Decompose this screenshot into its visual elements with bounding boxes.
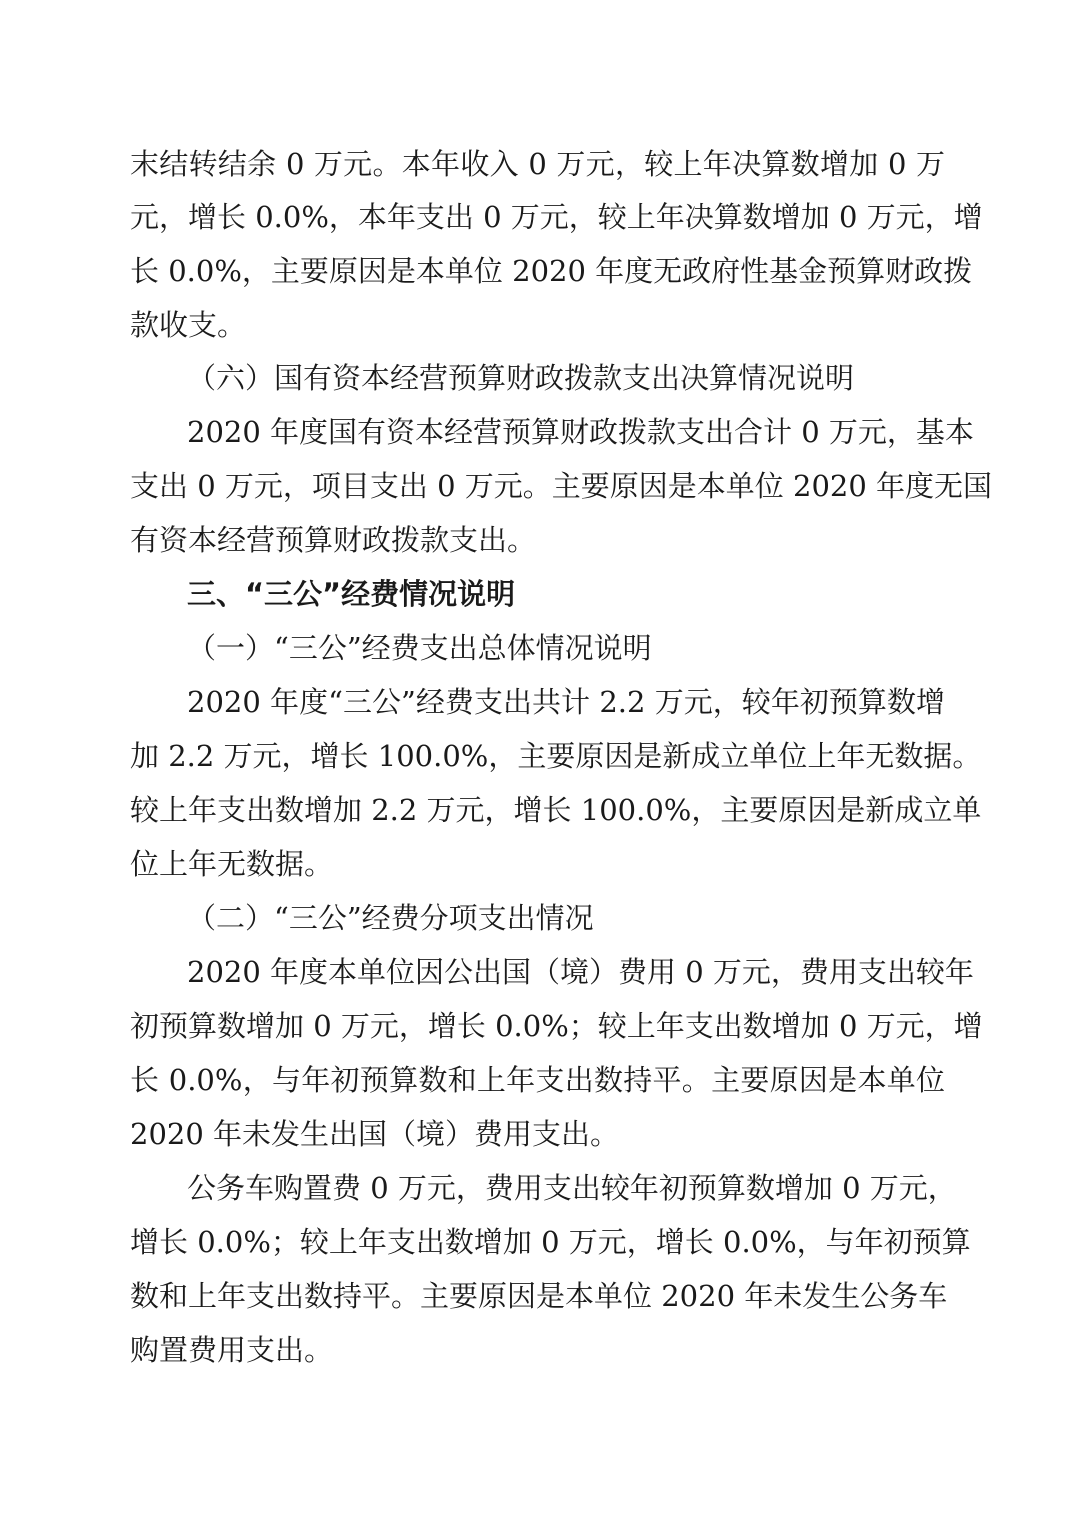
text-line: 购置费用支出。 [130, 1333, 334, 1367]
text-line: 2020 年未发生出国（境）费用支出。 [130, 1117, 620, 1151]
section-heading-bold: 三、“三公”经费情况说明 [187, 577, 516, 611]
section-heading: （一）“三公”经费支出总体情况说明 [187, 631, 652, 665]
text-line: 2020 年度国有资本经营预算财政拨款支出合计 0 万元，基本 [187, 415, 974, 449]
text-line: 2020 年度本单位因公出国（境）费用 0 万元，费用支出较年 [187, 955, 974, 989]
text-line: 支出 0 万元，项目支出 0 万元。主要原因是本单位 2020 年度无国 [130, 469, 993, 503]
text-line: 2020 年度“三公”经费支出共计 2.2 万元，较年初预算数增 [187, 685, 945, 719]
text-line: 长 0.0%，与年初预算数和上年支出数持平。主要原因是本单位 [130, 1063, 945, 1097]
text-line: 公务车购置费 0 万元，费用支出较年初预算数增加 0 万元， [187, 1171, 957, 1205]
text-line: 末结转结余 0 万元。本年收入 0 万元，较上年决算数增加 0 万 [130, 147, 945, 181]
section-heading: （二）“三公”经费分项支出情况 [187, 901, 594, 935]
text-line: 款收支。 [130, 308, 247, 342]
text-line: 较上年支出数增加 2.2 万元，增长 100.0%，主要原因是新成立单 [130, 793, 982, 827]
text-line: 长 0.0%，主要原因是本单位 2020 年度无政府性基金预算财政拨 [130, 254, 973, 288]
text-line: 增长 0.0%；较上年支出数增加 0 万元，增长 0.0%，与年初预算 [130, 1225, 971, 1259]
text-line: 有资本经营预算财政拨款支出。 [130, 523, 537, 557]
text-line: 加 2.2 万元，增长 100.0%，主要原因是新成立单位上年无数据。 [130, 739, 982, 773]
section-heading: （六）国有资本经营预算财政拨款支出决算情况说明 [187, 361, 855, 395]
text-line: 数和上年支出数持平。主要原因是本单位 2020 年未发生公务车 [130, 1279, 948, 1313]
text-line: 位上年无数据。 [130, 847, 334, 881]
text-line: 元，增长 0.0%，本年支出 0 万元，较上年决算数增加 0 万元，增 [130, 200, 983, 234]
text-line: 初预算数增加 0 万元，增长 0.0%；较上年支出数增加 0 万元，增 [130, 1009, 983, 1043]
